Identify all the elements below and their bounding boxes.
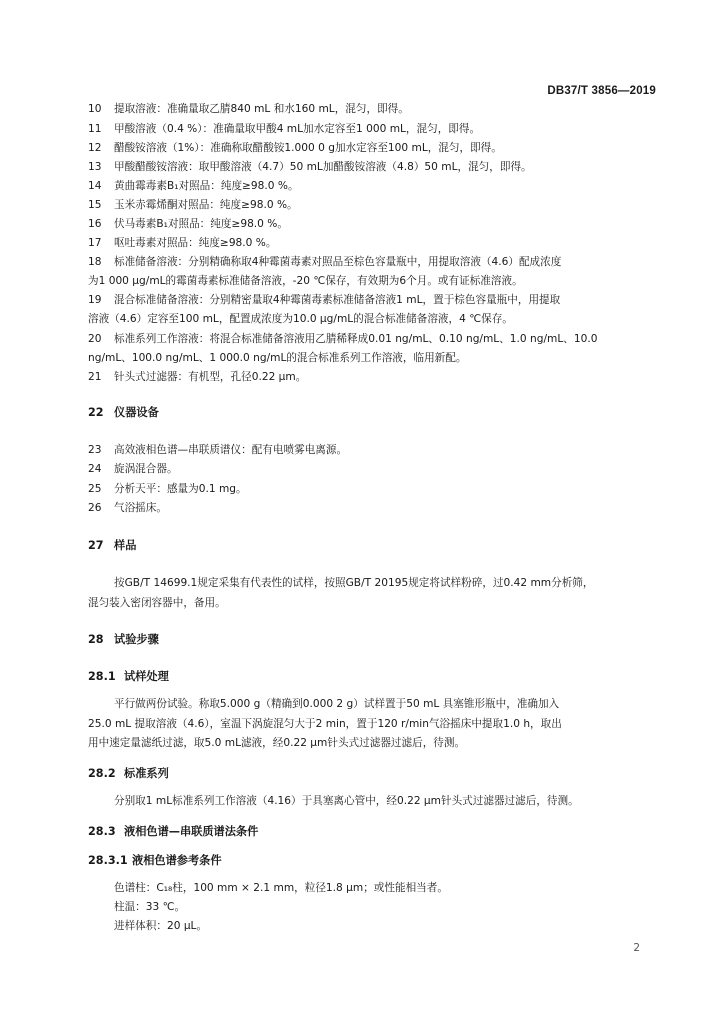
paragraph-text: 混匀装入密闭容器中，备用。 — [88, 597, 226, 609]
list-item — [88, 100, 658, 118]
item-text: 标准储备溶液：分别精确称取4种霉菌毒素对照品至棕色容量瓶中，用提取溶液（4.6）配成浓度 — [114, 256, 562, 268]
item-number: 11 — [88, 123, 102, 135]
item-text: 伏马毒素B₁对照品：纯度≥98.0 %。 — [114, 218, 288, 230]
item-text: 混合标准储备溶液：分别精密量取4种霉菌毒素标准储备溶液1 mL，置于棕色容量瓶中，用提取 — [114, 294, 561, 306]
list-item — [88, 499, 658, 517]
item-text-continued: ng/mL、100.0 ng/mL、1 000.0 ng/mL的混合标准系列工作溶液，临用新配。 — [88, 352, 467, 364]
subsection-title: 标准系列 — [124, 767, 169, 780]
section-number: 22 — [88, 406, 104, 419]
item-number: 25 — [88, 483, 102, 495]
item-text: 黄曲霉毒素B₁对照品：纯度≥98.0 %。 — [114, 180, 299, 192]
item-number: 20 — [88, 333, 102, 345]
section-title: 仪器设备 — [114, 406, 159, 419]
page-number: 2 — [633, 942, 640, 954]
item-number: 21 — [88, 371, 102, 383]
subsection-title: 液相色谱—串联质谱法条件 — [124, 825, 259, 838]
list-item — [88, 368, 658, 386]
list-item — [88, 291, 658, 309]
item-number: 13 — [88, 161, 102, 173]
item-text: 气浴摇床。 — [114, 502, 167, 514]
list-item — [88, 120, 658, 138]
section-number: 28 — [88, 633, 104, 646]
item-text: 醋酸铵溶液（1%）：准确称取醋酸铵1.000 0 g加水定容至100 mL，混匀，即得。 — [114, 142, 502, 154]
paragraph-text: 进样体积：20 μL。 — [114, 920, 208, 932]
item-text: 标准系列工作溶液：将混合标准储备溶液用乙腈稀释成0.01 ng/mL、0.10 ng/mL、1.0 ng/mL、10.0 — [114, 333, 598, 345]
item-number: 26 — [88, 502, 102, 514]
item-text: 分析天平：感量为0.1 mg。 — [114, 483, 247, 495]
list-item — [88, 158, 658, 176]
item-text: 针头式过滤器：有机型，孔径0.22 μm。 — [114, 371, 307, 383]
item-text-continued: 为1 000 μg/mL的霉菌毒素标准储备溶液，-20 ℃保存，有效期为6个月。或有证标准溶液。 — [88, 275, 523, 287]
subsection-title: 液相色谱参考条件 — [132, 854, 222, 867]
paragraph-text: 色谱柱：C₁₈柱，100 mm × 2.1 mm，粒径1.8 μm；或性能相当者。 — [114, 882, 448, 894]
item-number: 24 — [88, 463, 102, 475]
subsection-number: 28.3 — [88, 825, 116, 838]
subsection-heading — [88, 668, 658, 686]
item-text-continued: 溶液（4.6）定容至100 mL，配置成浓度为10.0 μg/mL的混合标准储备溶液，4 ℃保存。 — [88, 313, 513, 325]
subsection-title: 试样处理 — [124, 670, 169, 683]
item-number: 16 — [88, 218, 102, 230]
item-text: 呕吐毒素对照品：纯度≥98.0 %。 — [114, 237, 277, 249]
item-number: 23 — [88, 444, 102, 456]
paragraph-text: 用中速定量滤纸过滤，取5.0 mL滤液，经0.22 μm针头式过滤器过滤后，待测。 — [88, 737, 466, 749]
item-text: 提取溶液：准确量取乙腈840 mL 和水160 mL，混匀，即得。 — [114, 103, 409, 115]
item-number: 17 — [88, 237, 102, 249]
list-item — [88, 441, 658, 459]
subsection-number: 28.1 — [88, 670, 116, 683]
item-number: 18 — [88, 256, 102, 268]
item-text: 玉米赤霉烯酮对照品：纯度≥98.0 %。 — [114, 199, 298, 211]
section-number: 27 — [88, 539, 104, 552]
subsection-number: 28.3.1 — [88, 854, 128, 867]
section-heading — [88, 537, 658, 555]
list-item — [88, 177, 658, 195]
subsection-heading — [88, 852, 658, 870]
section-heading — [88, 631, 658, 649]
list-item — [88, 215, 658, 233]
item-number: 10 — [88, 103, 102, 115]
paragraph-text: 平行做两份试验。称取5.000 g（精确到0.000 2 g）试样置于50 mL 具塞锥形瓶中，准确加入 — [114, 698, 560, 710]
list-item — [88, 139, 658, 157]
item-number: 15 — [88, 199, 102, 211]
paragraph-text: 柱温：33 ℃。 — [114, 901, 186, 913]
paragraph-text: 按GB/T 14699.1规定采集有代表性的试样，按照GB/T 20195规定将试样粉碎，过0.42 mm分析筛， — [114, 577, 594, 589]
list-item — [88, 480, 658, 498]
item-text: 甲酸溶液（0.4 %）：准确量取甲酸4 mL加水定容至1 000 mL，混匀，即得。 — [114, 123, 481, 135]
list-item — [88, 196, 658, 214]
item-number: 12 — [88, 142, 102, 154]
paragraph-text: 分别取1 mL标准系列工作溶液（4.16）于具塞离心管中，经0.22 μm针头式过滤器过滤后，待测。 — [114, 795, 579, 807]
paragraph-text: 25.0 mL 提取溶液（4.6），室温下涡旋混匀大于2 min，置于120 r/min气浴摇床中提取1.0 h，取出 — [88, 718, 562, 730]
item-number: 14 — [88, 180, 102, 192]
item-number: 19 — [88, 294, 102, 306]
list-item — [88, 253, 658, 271]
list-item — [88, 460, 658, 478]
section-heading — [88, 404, 658, 422]
subsection-heading — [88, 765, 658, 783]
section-title: 试验步骤 — [114, 633, 159, 646]
section-title: 样品 — [114, 539, 137, 552]
subsection-number: 28.2 — [88, 767, 116, 780]
item-text: 旋涡混合器。 — [114, 463, 178, 475]
item-text: 高效液相色谱—串联质谱仪：配有电喷雾电离源。 — [114, 444, 348, 456]
item-text: 甲酸醋酸铵溶液：取甲酸溶液（4.7）50 mL加醋酸铵溶液（4.8）50 mL，混匀，即得。 — [114, 161, 532, 173]
subsection-heading — [88, 823, 658, 841]
list-item — [88, 330, 658, 348]
document-code: DB37/T 3856—2019 — [547, 85, 656, 97]
list-item — [88, 234, 658, 252]
